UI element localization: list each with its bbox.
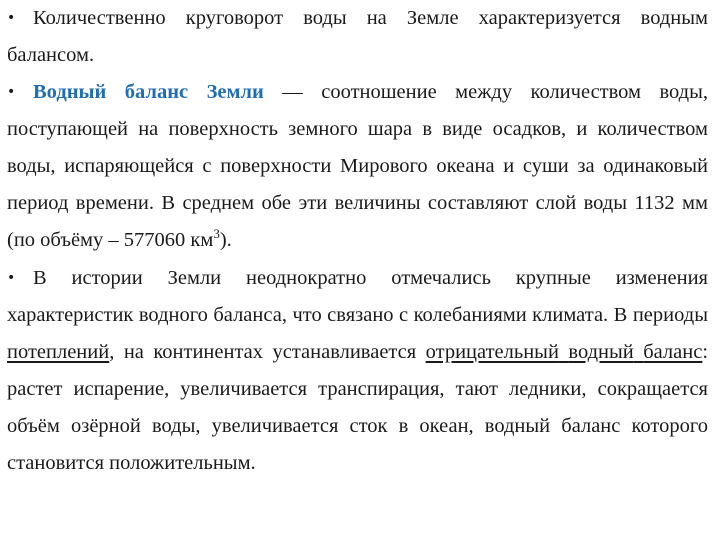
underlined-space [559,341,568,363]
term-highlight: Водный баланс Земли [33,81,264,103]
bullet-icon: • [7,270,16,286]
bullet-icon: • [7,84,16,100]
paragraph-water-cycle [7,0,708,74]
paragraph-lead-text: В истории Земли неоднократно отмечались крупные изменения характеристик водного баланса, что связано с колебаниями климата. В периоды [7,267,708,326]
underlined-term-warming: потеплений [7,341,110,363]
closing-text: ). [219,229,232,251]
definition-text: соотношение между количеством воды, поступающей на поверхность земного шара в виде осадков, и количеством воды, испаряющейся с поверхности Мирового океана и суши за одинаковый период времени. В среднем обе эти величины составляют слой воды 1132 мм (по объёму – 577060 км [7,81,709,251]
underlined-term-negative: отрицательный [425,341,559,363]
bullet-icon: • [7,10,16,26]
paragraph-history [7,260,708,482]
underlined-space [634,341,643,363]
underlined-term-balance: баланс [643,341,703,363]
paragraph-tail-text: : растет испарение, увеличивается транспирация, тают ледники, сокращается объём озёрной воды, увеличивается сток в океан, водный баланс которого становится положительным. [7,341,709,474]
paragraph-water-balance-definition [7,74,708,259]
paragraph-mid-text: , на континентах устанавливается [109,341,426,363]
superscript-exponent: 3 [213,226,220,241]
paragraph-text: Количественно круговорот воды на Земле характеризуется водным балансом. [7,7,708,66]
underlined-term-water: водный [568,341,634,363]
dash-separator: — [263,81,322,103]
